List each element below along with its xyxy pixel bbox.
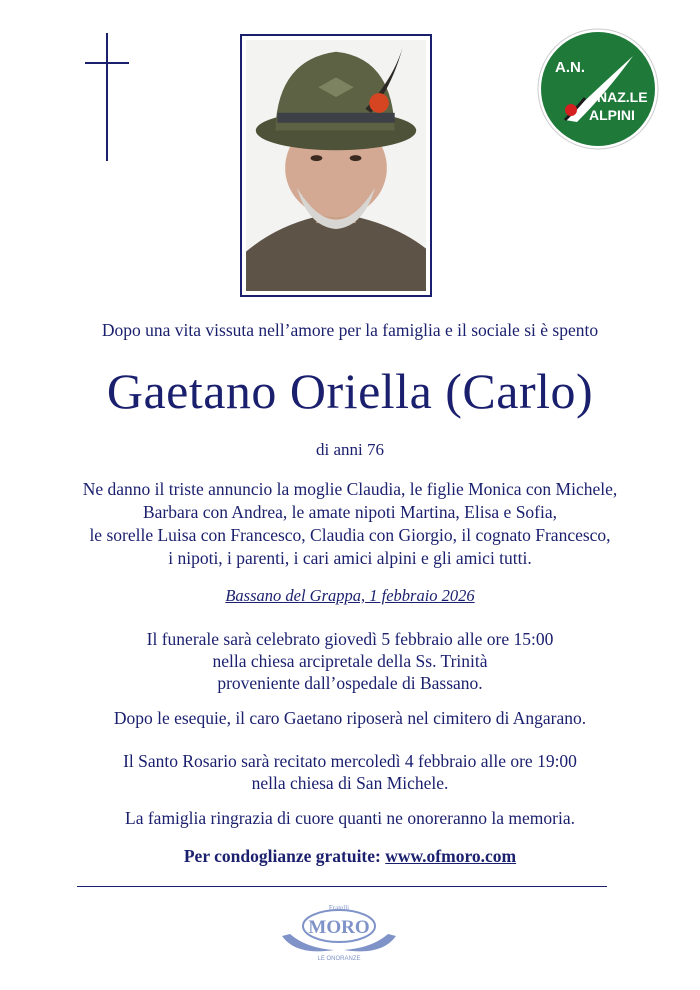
portrait-photo (240, 34, 432, 297)
ana-logo-bottom: NAZ.LE (597, 89, 648, 105)
place-date (0, 586, 700, 606)
thanks-text: La famiglia ringrazia di cuore quanti ne onoreranno la memoria. (125, 808, 575, 828)
moro-logo-bottom: LE ONORANZE (317, 956, 361, 962)
rosary-info (0, 750, 700, 794)
announcement-line: i nipoti, i parenti, i cari amici alpini e gli amici tutti. (168, 548, 532, 568)
announcement (0, 478, 700, 570)
funeral-line: proveniente dall’ospedale di Bassano. (217, 673, 483, 693)
burial-info: Dopo le esequie, il caro Gaetano riposerà nel cimitero di Angarano. (113, 708, 587, 728)
ana-logo-top: A.N. (555, 59, 585, 76)
announcement-line: Barbara con Andrea, le amate nipoti Martina, Elisa e Sofia, (142, 502, 558, 522)
announcement-line: le sorelle Luisa con Francesco, Claudia con Giorgio, il cognato Francesco, (89, 525, 611, 545)
place-date-text: Bassano del Grappa, 1 febbraio 2026 (225, 586, 475, 605)
ana-logo (537, 28, 659, 150)
deceased-name: Gaetano Oriella (Carlo) (106, 363, 594, 419)
age-text: di anni 76 (316, 440, 384, 459)
moro-logo-top: Fratelli (328, 904, 350, 912)
moro-logo (276, 900, 402, 962)
intro-text: Dopo una vita vissuta nell’amore per la famiglia e il sociale si è spento (101, 320, 599, 340)
announcement-line: Ne danno il triste annuncio la moglie Claudia, le figlie Monica con Michele, (82, 479, 618, 499)
condolence-label: Per condoglianze gratuite: (183, 846, 381, 866)
funeral-line: nella chiesa arcipretale della Ss. Trinità (212, 651, 488, 671)
funeral-line: Il funerale sarà celebrato giovedì 5 febbraio alle ore 15:00 (146, 629, 554, 649)
latin-cross-icon (83, 33, 131, 161)
divider (77, 886, 607, 887)
condolence-link[interactable]: www.ofmoro.com (385, 846, 517, 866)
ana-logo-footer: ALPINI (589, 107, 635, 123)
funeral-info (0, 628, 700, 694)
condolence-line (0, 846, 700, 867)
moro-logo-main: MORO (308, 917, 370, 938)
rosary-line: nella chiesa di San Michele. (251, 773, 449, 793)
rosary-line: Il Santo Rosario sarà recitato mercoledì 4 febbraio alle ore 19:00 (123, 751, 577, 771)
